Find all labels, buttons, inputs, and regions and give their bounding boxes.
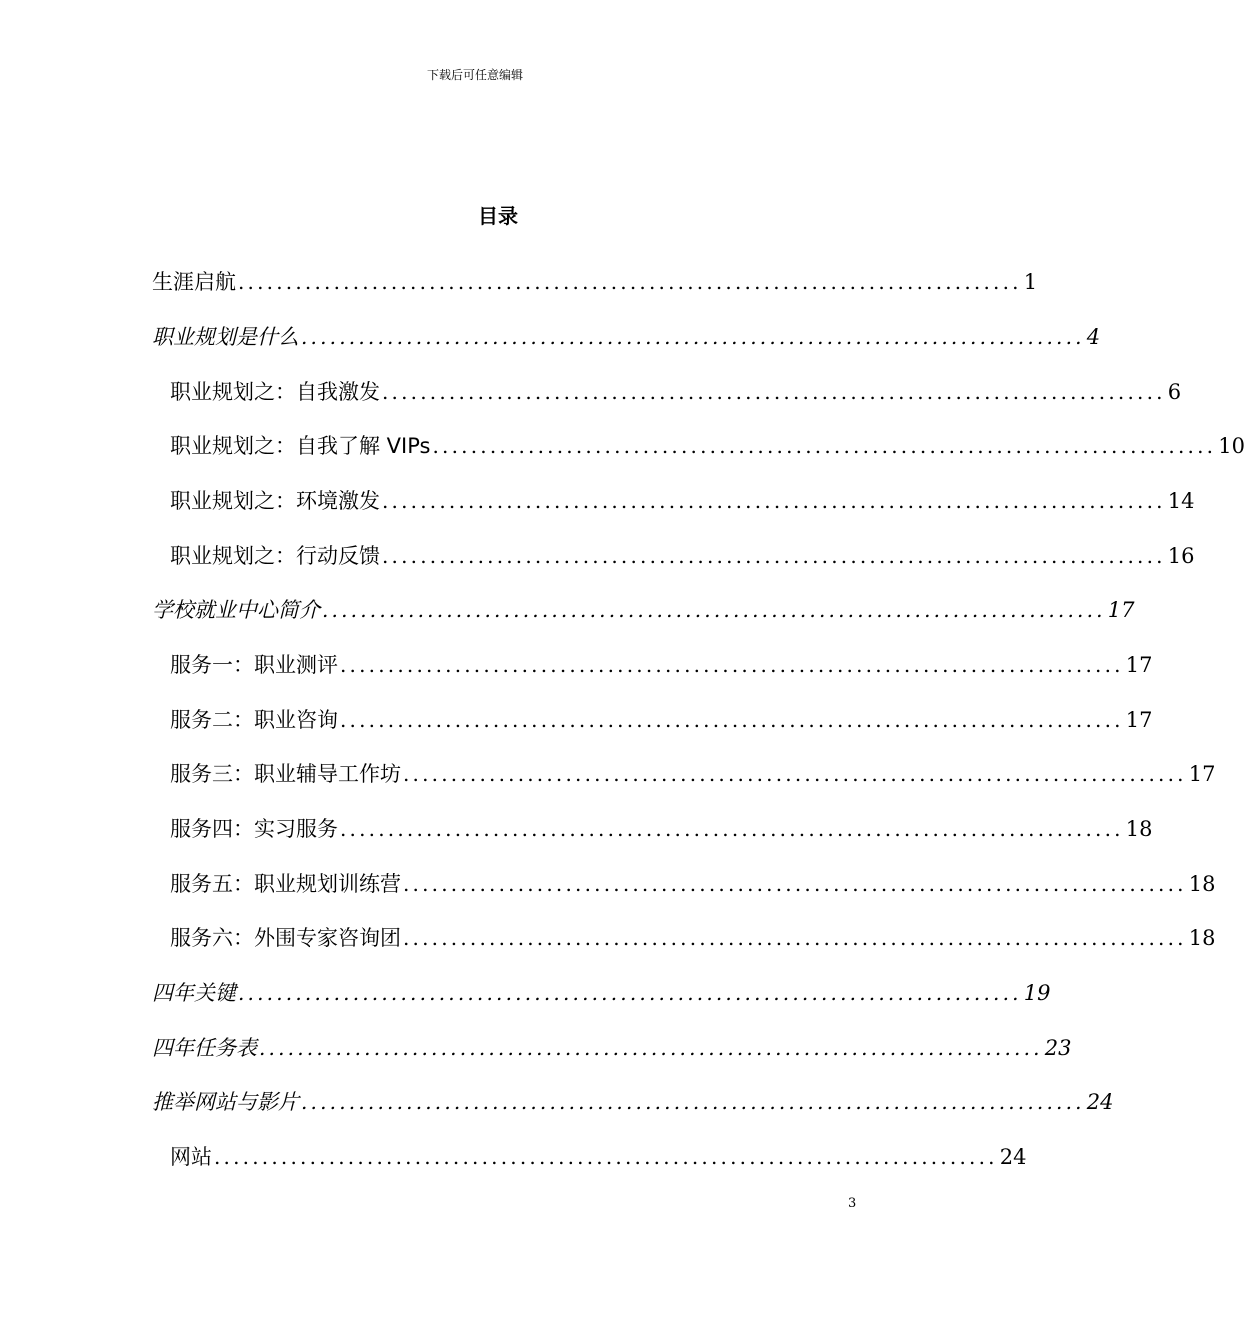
toc-entry[interactable] xyxy=(152,317,1101,357)
toc-entry[interactable] xyxy=(170,700,1153,740)
toc-entry[interactable] xyxy=(152,1082,1114,1122)
dot-leader: .................................................................................. xyxy=(238,981,1022,1005)
toc-entry-title: 推举网站与影片 xyxy=(152,1090,299,1114)
dot-leader: .................................................................................. xyxy=(301,325,1085,349)
toc-entry-title: 服务二：职业咨询 xyxy=(170,708,338,732)
toc-entry-page: 16 xyxy=(1167,544,1195,568)
toc-entry[interactable] xyxy=(170,809,1153,849)
toc-entry-page: 14 xyxy=(1167,489,1195,513)
toc-entry-title: 职业规划是什么 xyxy=(152,325,299,349)
dot-leader: .................................................................................. xyxy=(340,817,1124,841)
toc-entry[interactable] xyxy=(170,1137,1027,1177)
toc-entry-title: 四年任务表 xyxy=(152,1036,257,1060)
toc-entry-page: 10 xyxy=(1218,434,1245,458)
toc-entry-page: 1 xyxy=(1023,270,1038,294)
page-number: 3 xyxy=(848,1196,857,1211)
toc-entry-page: 23 xyxy=(1044,1036,1072,1060)
toc-title: 目录 xyxy=(478,204,518,228)
toc-entry-page: 4 xyxy=(1086,325,1101,349)
dot-leader: .................................................................................. xyxy=(403,872,1187,896)
toc-entry-title: 服务五：职业规划训练营 xyxy=(170,872,401,896)
toc-entry[interactable] xyxy=(170,645,1153,685)
toc-entry-page: 18 xyxy=(1125,817,1153,841)
toc-entry-title: 网站 xyxy=(170,1145,212,1169)
toc-entry-page: 17 xyxy=(1125,653,1153,677)
toc-entry-title: 四年关键 xyxy=(152,981,236,1005)
dot-leader: .................................................................................. xyxy=(403,926,1187,950)
toc-entry[interactable] xyxy=(170,754,1216,794)
toc-entry[interactable] xyxy=(152,1028,1072,1068)
toc-entry[interactable] xyxy=(152,590,1135,630)
toc-entry[interactable] xyxy=(170,481,1195,521)
toc-entry[interactable] xyxy=(152,973,1051,1013)
toc-entry-title: 服务四：实习服务 xyxy=(170,817,338,841)
toc-entry-page: 24 xyxy=(1086,1090,1114,1114)
toc-entry-page: 17 xyxy=(1107,598,1135,622)
toc-entry-title: 职业规划之：行动反馈 xyxy=(170,544,380,568)
toc-entry-title: 职业规划之：环境激发 xyxy=(170,489,380,513)
toc-entry[interactable] xyxy=(170,536,1195,576)
toc-entry-page: 18 xyxy=(1188,872,1216,896)
toc-entry-title: 服务六：外围专家咨询团 xyxy=(170,926,401,950)
dot-leader: .................................................................................. xyxy=(340,653,1124,677)
toc-entry-title: 职业规划之：自我了解 VIPs xyxy=(170,434,431,458)
toc-entry-title: 学校就业中心简介 xyxy=(152,598,320,622)
dot-leader: .................................................................................. xyxy=(259,1036,1043,1060)
toc-entry-page: 6 xyxy=(1167,380,1182,404)
toc-entry-page: 24 xyxy=(999,1145,1027,1169)
toc-entry-title: 职业规划之：自我激发 xyxy=(170,380,380,404)
dot-leader: .................................................................................. xyxy=(214,1145,998,1169)
dot-leader: .................................................................................. xyxy=(382,544,1166,568)
toc-entry-page: 17 xyxy=(1188,762,1216,786)
toc-entry-page: 19 xyxy=(1023,981,1051,1005)
dot-leader: .................................................................................. xyxy=(322,598,1106,622)
toc-entry-title: 服务一：职业测评 xyxy=(170,653,338,677)
dot-leader: .................................................................................. xyxy=(382,380,1166,404)
toc-entry[interactable] xyxy=(152,262,1038,302)
toc-entry[interactable] xyxy=(170,864,1216,904)
header-note: 下载后可任意编辑 xyxy=(426,68,523,82)
dot-leader: .................................................................................. xyxy=(238,270,1022,294)
toc-entry[interactable] xyxy=(170,426,1245,466)
dot-leader: .................................................................................. xyxy=(432,434,1217,458)
toc-entry[interactable] xyxy=(170,918,1216,958)
toc-entry[interactable] xyxy=(170,372,1182,412)
dot-leader: .................................................................................. xyxy=(382,489,1166,513)
toc-entry-page: 17 xyxy=(1125,708,1153,732)
dot-leader: .................................................................................. xyxy=(340,708,1124,732)
toc-entry-title: 服务三：职业辅导工作坊 xyxy=(170,762,401,786)
dot-leader: .................................................................................. xyxy=(301,1090,1085,1114)
toc-entry-page: 18 xyxy=(1188,926,1216,950)
dot-leader: .................................................................................. xyxy=(403,762,1187,786)
toc-entry-title: 生涯启航 xyxy=(152,270,236,294)
